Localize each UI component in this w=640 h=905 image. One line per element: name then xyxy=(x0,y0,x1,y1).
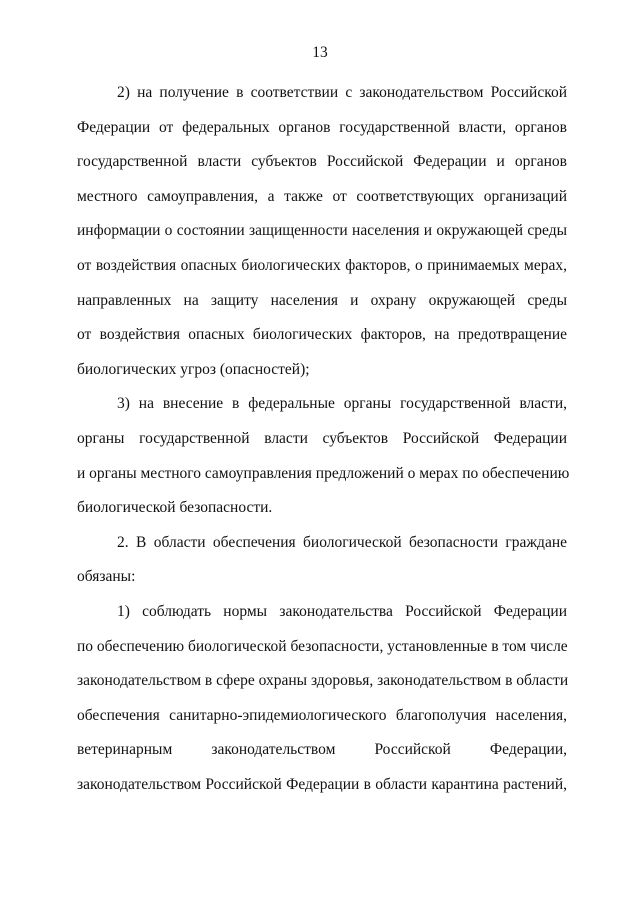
paragraph-line: 2) на получение в соответствии с законодательством Российской xyxy=(117,84,567,101)
paragraph-line: обязаны: xyxy=(77,568,136,586)
paragraph-line: ветеринарным законодательством Российской Федерации, xyxy=(77,741,567,759)
paragraph-line: 1) соблюдать нормы законодательства Российской Федерации xyxy=(117,602,567,620)
page-number: 13 xyxy=(312,44,328,61)
paragraph-line: законодательством в сфере охраны здоровья, законодательством в области xyxy=(77,672,569,690)
paragraph-line: направленных на защиту населения и охрану окружающей среды xyxy=(77,291,567,309)
paragraph-line: информации о состоянии защищенности населения и окружающей среды xyxy=(77,222,567,240)
paragraph-line: по обеспечению биологической безопасности, установленные в том числе xyxy=(77,637,568,655)
paragraph-line: государственной власти субъектов Российской Федерации и органов xyxy=(77,153,567,171)
paragraph-line: от воздействия опасных биологических факторов, на предотвращение xyxy=(77,326,567,344)
paragraph-line: биологической безопасности. xyxy=(77,499,273,517)
paragraph-line: Федерации от федеральных органов государственной власти, органов xyxy=(77,118,567,136)
paragraph-line: от воздействия опасных биологических факторов, о принимаемых мерах, xyxy=(77,256,567,274)
paragraph-line: биологических угроз (опасностей); xyxy=(77,360,310,378)
paragraph-line: местного самоуправления, а также от соответствующих организаций xyxy=(77,187,567,205)
body-text xyxy=(77,76,570,802)
paragraph-line: законодательством Российской Федерации в области карантина растений, xyxy=(77,775,567,793)
paragraph-line: органы государственной власти субъектов Российской Федерации xyxy=(77,429,567,447)
paragraph-line: 3) на внесение в федеральные органы государственной власти, xyxy=(117,395,567,413)
paragraph-line: 2. В области обеспечения биологической безопасности граждане xyxy=(117,533,567,551)
paragraph-line: и органы местного самоуправления предложений о мерах по обеспечению xyxy=(77,464,570,482)
paragraph-line: обеспечения санитарно-эпидемиологического благополучия населения, xyxy=(77,706,567,724)
